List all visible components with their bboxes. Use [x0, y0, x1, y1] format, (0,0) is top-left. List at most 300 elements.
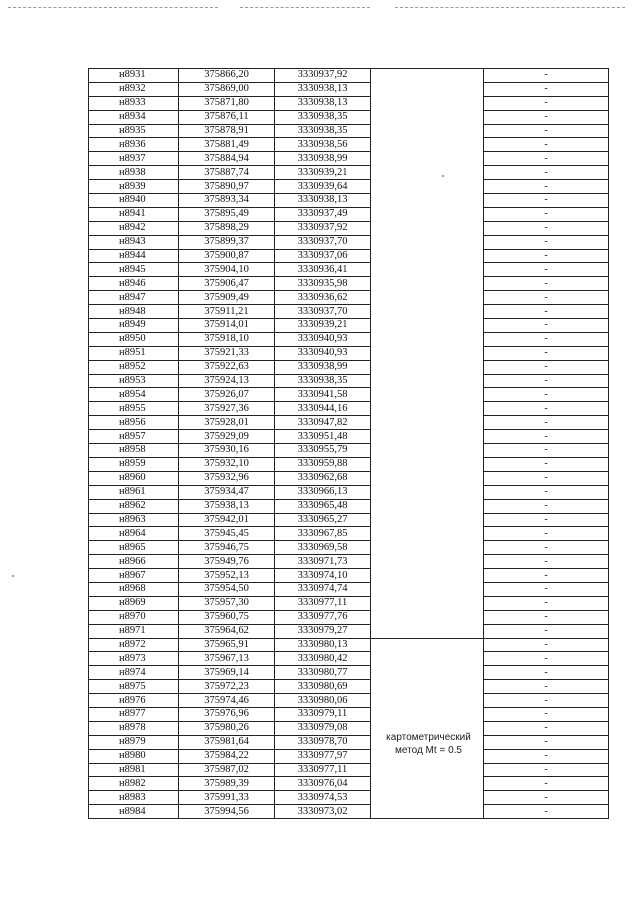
table-row [89, 457, 609, 471]
accuracy-cell: - [484, 291, 609, 305]
x-coordinate-cell: 375984,22 [179, 749, 275, 763]
method-cell [371, 569, 484, 583]
header-rule-right [395, 7, 625, 8]
coordinates-table [88, 68, 609, 819]
point-id-cell: н8975 [89, 680, 179, 694]
method-cell [371, 319, 484, 333]
x-coordinate-cell: 375974,46 [179, 694, 275, 708]
y-coordinate-cell: 3330938,99 [275, 360, 371, 374]
y-coordinate-cell: 3330980,77 [275, 666, 371, 680]
table-row [89, 374, 609, 388]
point-id-cell: н8934 [89, 110, 179, 124]
point-id-cell: н8983 [89, 791, 179, 805]
y-coordinate-cell: 3330936,62 [275, 291, 371, 305]
x-coordinate-cell: 375980,26 [179, 721, 275, 735]
x-coordinate-cell: 375895,49 [179, 207, 275, 221]
y-coordinate-cell: 3330937,70 [275, 305, 371, 319]
accuracy-cell: - [484, 694, 609, 708]
method-cell [371, 305, 484, 319]
y-coordinate-cell: 3330977,11 [275, 763, 371, 777]
point-id-cell: н8974 [89, 666, 179, 680]
y-coordinate-cell: 3330941,58 [275, 388, 371, 402]
accuracy-cell: - [484, 638, 609, 652]
point-id-cell: н8932 [89, 82, 179, 96]
method-cell [371, 694, 484, 708]
y-coordinate-cell: 3330973,02 [275, 805, 371, 819]
method-cell [371, 332, 484, 346]
scan-speck [12, 575, 14, 577]
accuracy-cell: - [484, 749, 609, 763]
table-row [89, 596, 609, 610]
x-coordinate-cell: 375927,36 [179, 402, 275, 416]
method-cell [371, 499, 484, 513]
table-row [89, 249, 609, 263]
accuracy-cell: - [484, 319, 609, 333]
y-coordinate-cell: 3330980,13 [275, 638, 371, 652]
point-id-cell: н8955 [89, 402, 179, 416]
point-id-cell: н8931 [89, 69, 179, 83]
x-coordinate-cell: 375922,63 [179, 360, 275, 374]
accuracy-cell: - [484, 96, 609, 110]
point-id-cell: н8946 [89, 277, 179, 291]
table-row [89, 319, 609, 333]
y-coordinate-cell: 3330951,48 [275, 430, 371, 444]
method-cell [371, 96, 484, 110]
point-id-cell: н8972 [89, 638, 179, 652]
table-row [89, 444, 609, 458]
method-cell [371, 82, 484, 96]
y-coordinate-cell: 3330974,10 [275, 569, 371, 583]
table-row [89, 291, 609, 305]
method-cell [371, 138, 484, 152]
method-cell [371, 388, 484, 402]
table-row [89, 610, 609, 624]
table-row [89, 680, 609, 694]
accuracy-cell: - [484, 180, 609, 194]
y-coordinate-cell: 3330938,99 [275, 152, 371, 166]
table-row [89, 555, 609, 569]
x-coordinate-cell: 375942,01 [179, 513, 275, 527]
x-coordinate-cell: 375949,76 [179, 555, 275, 569]
table-row [89, 402, 609, 416]
point-id-cell: н8984 [89, 805, 179, 819]
method-cell [371, 430, 484, 444]
method-cell [371, 624, 484, 638]
x-coordinate-cell: 375967,13 [179, 652, 275, 666]
point-id-cell: н8943 [89, 235, 179, 249]
method-cell [371, 180, 484, 194]
x-coordinate-cell: 375918,10 [179, 332, 275, 346]
y-coordinate-cell: 3330937,06 [275, 249, 371, 263]
y-coordinate-cell: 3330936,41 [275, 263, 371, 277]
table-row [89, 624, 609, 638]
accuracy-cell: - [484, 194, 609, 208]
accuracy-cell: - [484, 777, 609, 791]
y-coordinate-cell: 3330979,27 [275, 624, 371, 638]
accuracy-cell: - [484, 388, 609, 402]
accuracy-cell: - [484, 444, 609, 458]
method-cell [371, 402, 484, 416]
x-coordinate-cell: 375904,10 [179, 263, 275, 277]
point-id-cell: н8936 [89, 138, 179, 152]
table-row [89, 666, 609, 680]
method-cell [371, 263, 484, 277]
x-coordinate-cell: 375909,49 [179, 291, 275, 305]
x-coordinate-cell: 375866,20 [179, 69, 275, 83]
method-cell [371, 457, 484, 471]
accuracy-cell: - [484, 263, 609, 277]
point-id-cell: н8966 [89, 555, 179, 569]
method-cell [371, 416, 484, 430]
method-cell [371, 194, 484, 208]
y-coordinate-cell: 3330959,88 [275, 457, 371, 471]
table-row [89, 638, 609, 652]
accuracy-cell: - [484, 152, 609, 166]
method-cell [371, 666, 484, 680]
point-id-cell: н8935 [89, 124, 179, 138]
y-coordinate-cell: 3330980,69 [275, 680, 371, 694]
accuracy-cell: - [484, 457, 609, 471]
accuracy-cell: - [484, 666, 609, 680]
y-coordinate-cell: 3330939,21 [275, 319, 371, 333]
y-coordinate-cell: 3330965,27 [275, 513, 371, 527]
point-id-cell: н8949 [89, 319, 179, 333]
point-id-cell: н8961 [89, 485, 179, 499]
y-coordinate-cell: 3330938,35 [275, 124, 371, 138]
y-coordinate-cell: 3330980,42 [275, 652, 371, 666]
method-cell [371, 680, 484, 694]
y-coordinate-cell: 3330937,49 [275, 207, 371, 221]
accuracy-cell: - [484, 277, 609, 291]
method-cell [371, 541, 484, 555]
point-id-cell: н8952 [89, 360, 179, 374]
point-id-cell: н8962 [89, 499, 179, 513]
y-coordinate-cell: 3330977,97 [275, 749, 371, 763]
accuracy-cell: - [484, 596, 609, 610]
x-coordinate-cell: 375981,64 [179, 735, 275, 749]
header-rule-mid [240, 7, 370, 8]
table-row [89, 152, 609, 166]
table-row [89, 138, 609, 152]
accuracy-cell: - [484, 360, 609, 374]
method-cell [371, 707, 484, 721]
y-coordinate-cell: 3330939,64 [275, 180, 371, 194]
method-cell [371, 777, 484, 791]
x-coordinate-cell: 375989,39 [179, 777, 275, 791]
point-id-cell: н8939 [89, 180, 179, 194]
x-coordinate-cell: 375928,01 [179, 416, 275, 430]
x-coordinate-cell: 375987,02 [179, 763, 275, 777]
table-row [89, 499, 609, 513]
table-row [89, 777, 609, 791]
table-row [89, 791, 609, 805]
x-coordinate-cell: 375938,13 [179, 499, 275, 513]
method-cell [371, 166, 484, 180]
y-coordinate-cell: 3330938,35 [275, 110, 371, 124]
x-coordinate-cell: 375921,33 [179, 346, 275, 360]
y-coordinate-cell: 3330940,93 [275, 332, 371, 346]
point-id-cell: н8963 [89, 513, 179, 527]
accuracy-cell: - [484, 69, 609, 83]
y-coordinate-cell: 3330974,53 [275, 791, 371, 805]
point-id-cell: н8950 [89, 332, 179, 346]
method-cell [371, 763, 484, 777]
method-cell [371, 221, 484, 235]
table-row [89, 430, 609, 444]
table-row [89, 221, 609, 235]
accuracy-cell: - [484, 471, 609, 485]
x-coordinate-cell: 375976,96 [179, 707, 275, 721]
x-coordinate-cell: 375884,94 [179, 152, 275, 166]
table-row [89, 416, 609, 430]
accuracy-cell: - [484, 707, 609, 721]
x-coordinate-cell: 375906,47 [179, 277, 275, 291]
method-cell [371, 805, 484, 819]
point-id-cell: н8954 [89, 388, 179, 402]
y-coordinate-cell: 3330977,11 [275, 596, 371, 610]
x-coordinate-cell: 375924,13 [179, 374, 275, 388]
y-coordinate-cell: 3330978,70 [275, 735, 371, 749]
x-coordinate-cell: 375969,14 [179, 666, 275, 680]
point-id-cell: н8968 [89, 582, 179, 596]
accuracy-cell: - [484, 569, 609, 583]
method-cell [371, 444, 484, 458]
table-row [89, 388, 609, 402]
x-coordinate-cell: 375946,75 [179, 541, 275, 555]
x-coordinate-cell: 375869,00 [179, 82, 275, 96]
x-coordinate-cell: 375926,07 [179, 388, 275, 402]
method-cell [371, 791, 484, 805]
point-id-cell: н8940 [89, 194, 179, 208]
y-coordinate-cell: 3330938,13 [275, 194, 371, 208]
y-coordinate-cell: 3330966,13 [275, 485, 371, 499]
accuracy-cell: - [484, 763, 609, 777]
point-id-cell: н8967 [89, 569, 179, 583]
accuracy-cell: - [484, 374, 609, 388]
method-cell [371, 277, 484, 291]
x-coordinate-cell: 375898,29 [179, 221, 275, 235]
table-row [89, 69, 609, 83]
table-row [89, 805, 609, 819]
method-cell [371, 582, 484, 596]
table-row [89, 707, 609, 721]
x-coordinate-cell: 375881,49 [179, 138, 275, 152]
accuracy-cell: - [484, 430, 609, 444]
x-coordinate-cell: 375878,91 [179, 124, 275, 138]
table-row [89, 166, 609, 180]
table-row [89, 124, 609, 138]
y-coordinate-cell: 3330967,85 [275, 527, 371, 541]
point-id-cell: н8942 [89, 221, 179, 235]
method-cell [371, 513, 484, 527]
method-cell [371, 360, 484, 374]
x-coordinate-cell: 375994,56 [179, 805, 275, 819]
y-coordinate-cell: 3330971,73 [275, 555, 371, 569]
x-coordinate-cell: 375965,91 [179, 638, 275, 652]
y-coordinate-cell: 3330940,93 [275, 346, 371, 360]
table-row [89, 263, 609, 277]
y-coordinate-cell: 3330977,76 [275, 610, 371, 624]
method-cell [371, 638, 484, 652]
point-id-cell: н8969 [89, 596, 179, 610]
accuracy-cell: - [484, 555, 609, 569]
point-id-cell: н8965 [89, 541, 179, 555]
accuracy-cell: - [484, 402, 609, 416]
table-row [89, 721, 609, 735]
point-id-cell: н8980 [89, 749, 179, 763]
x-coordinate-cell: 375945,45 [179, 527, 275, 541]
point-id-cell: н8951 [89, 346, 179, 360]
point-id-cell: н8977 [89, 707, 179, 721]
accuracy-cell: - [484, 791, 609, 805]
x-coordinate-cell: 375960,75 [179, 610, 275, 624]
x-coordinate-cell: 375991,33 [179, 791, 275, 805]
x-coordinate-cell: 375932,96 [179, 471, 275, 485]
point-id-cell: н8970 [89, 610, 179, 624]
y-coordinate-cell: 3330955,79 [275, 444, 371, 458]
coordinates-table-body [89, 69, 609, 819]
method-cell [371, 69, 484, 83]
accuracy-cell: - [484, 305, 609, 319]
y-coordinate-cell: 3330962,68 [275, 471, 371, 485]
y-coordinate-cell: 3330937,92 [275, 221, 371, 235]
method-cell [371, 471, 484, 485]
x-coordinate-cell: 375934,47 [179, 485, 275, 499]
method-cell [371, 346, 484, 360]
table-row [89, 180, 609, 194]
x-coordinate-cell: 375930,16 [179, 444, 275, 458]
point-id-cell: н8979 [89, 735, 179, 749]
x-coordinate-cell: 375893,34 [179, 194, 275, 208]
accuracy-cell: - [484, 624, 609, 638]
table-row [89, 652, 609, 666]
method-cell [371, 610, 484, 624]
y-coordinate-cell: 3330939,21 [275, 166, 371, 180]
point-id-cell: н8953 [89, 374, 179, 388]
point-id-cell: н8958 [89, 444, 179, 458]
table-row [89, 527, 609, 541]
method-cell [371, 291, 484, 305]
table-row [89, 82, 609, 96]
point-id-cell: н8941 [89, 207, 179, 221]
table-row [89, 96, 609, 110]
method-cell [371, 374, 484, 388]
method-description: картометрический метод Mt = 0.5 [386, 732, 471, 757]
y-coordinate-cell: 3330976,04 [275, 777, 371, 791]
accuracy-cell: - [484, 735, 609, 749]
table-row [89, 235, 609, 249]
method-cell [371, 207, 484, 221]
table-row [89, 305, 609, 319]
table-row [89, 485, 609, 499]
x-coordinate-cell: 375876,11 [179, 110, 275, 124]
point-id-cell: н8976 [89, 694, 179, 708]
point-id-cell: н8981 [89, 763, 179, 777]
accuracy-cell: - [484, 332, 609, 346]
table-row [89, 513, 609, 527]
accuracy-cell: - [484, 541, 609, 555]
y-coordinate-cell: 3330935,98 [275, 277, 371, 291]
x-coordinate-cell: 375871,80 [179, 96, 275, 110]
y-coordinate-cell: 3330938,13 [275, 82, 371, 96]
y-coordinate-cell: 3330969,58 [275, 541, 371, 555]
x-coordinate-cell: 375972,23 [179, 680, 275, 694]
accuracy-cell: - [484, 499, 609, 513]
accuracy-cell: - [484, 582, 609, 596]
table-row [89, 277, 609, 291]
method-cell [371, 124, 484, 138]
method-cell [371, 527, 484, 541]
accuracy-cell: - [484, 207, 609, 221]
x-coordinate-cell: 375954,50 [179, 582, 275, 596]
accuracy-cell: - [484, 610, 609, 624]
point-id-cell: н8982 [89, 777, 179, 791]
accuracy-cell: - [484, 805, 609, 819]
accuracy-cell: - [484, 680, 609, 694]
accuracy-cell: - [484, 721, 609, 735]
point-id-cell: н8973 [89, 652, 179, 666]
point-id-cell: н8964 [89, 527, 179, 541]
method-cell [371, 652, 484, 666]
accuracy-cell: - [484, 527, 609, 541]
x-coordinate-cell: 375899,37 [179, 235, 275, 249]
table-row [89, 541, 609, 555]
x-coordinate-cell: 375957,30 [179, 596, 275, 610]
point-id-cell: н8978 [89, 721, 179, 735]
x-coordinate-cell: 375952,13 [179, 569, 275, 583]
table-row [89, 346, 609, 360]
method-cell [371, 110, 484, 124]
table-row [89, 749, 609, 763]
point-id-cell: н8945 [89, 263, 179, 277]
y-coordinate-cell: 3330937,70 [275, 235, 371, 249]
method-cell [371, 485, 484, 499]
point-id-cell: н8957 [89, 430, 179, 444]
x-coordinate-cell: 375929,09 [179, 430, 275, 444]
point-id-cell: н8938 [89, 166, 179, 180]
table-row [89, 569, 609, 583]
accuracy-cell: - [484, 346, 609, 360]
accuracy-cell: - [484, 166, 609, 180]
point-id-cell: н8933 [89, 96, 179, 110]
table-row [89, 471, 609, 485]
y-coordinate-cell: 3330947,82 [275, 416, 371, 430]
accuracy-cell: - [484, 138, 609, 152]
accuracy-cell: - [484, 235, 609, 249]
accuracy-cell: - [484, 124, 609, 138]
point-id-cell: н8956 [89, 416, 179, 430]
table-row [89, 582, 609, 596]
accuracy-cell: - [484, 249, 609, 263]
y-coordinate-cell: 3330944,16 [275, 402, 371, 416]
table-row [89, 694, 609, 708]
accuracy-cell: - [484, 513, 609, 527]
table-row [89, 735, 609, 749]
table-row [89, 207, 609, 221]
method-cell [371, 152, 484, 166]
table-row [89, 332, 609, 346]
x-coordinate-cell: 375911,21 [179, 305, 275, 319]
accuracy-cell: - [484, 82, 609, 96]
point-id-cell: н8948 [89, 305, 179, 319]
point-id-cell: н8937 [89, 152, 179, 166]
x-coordinate-cell: 375887,74 [179, 166, 275, 180]
y-coordinate-cell: 3330938,13 [275, 96, 371, 110]
point-id-cell: н8944 [89, 249, 179, 263]
table-row [89, 360, 609, 374]
accuracy-cell: - [484, 110, 609, 124]
method-cell [371, 555, 484, 569]
